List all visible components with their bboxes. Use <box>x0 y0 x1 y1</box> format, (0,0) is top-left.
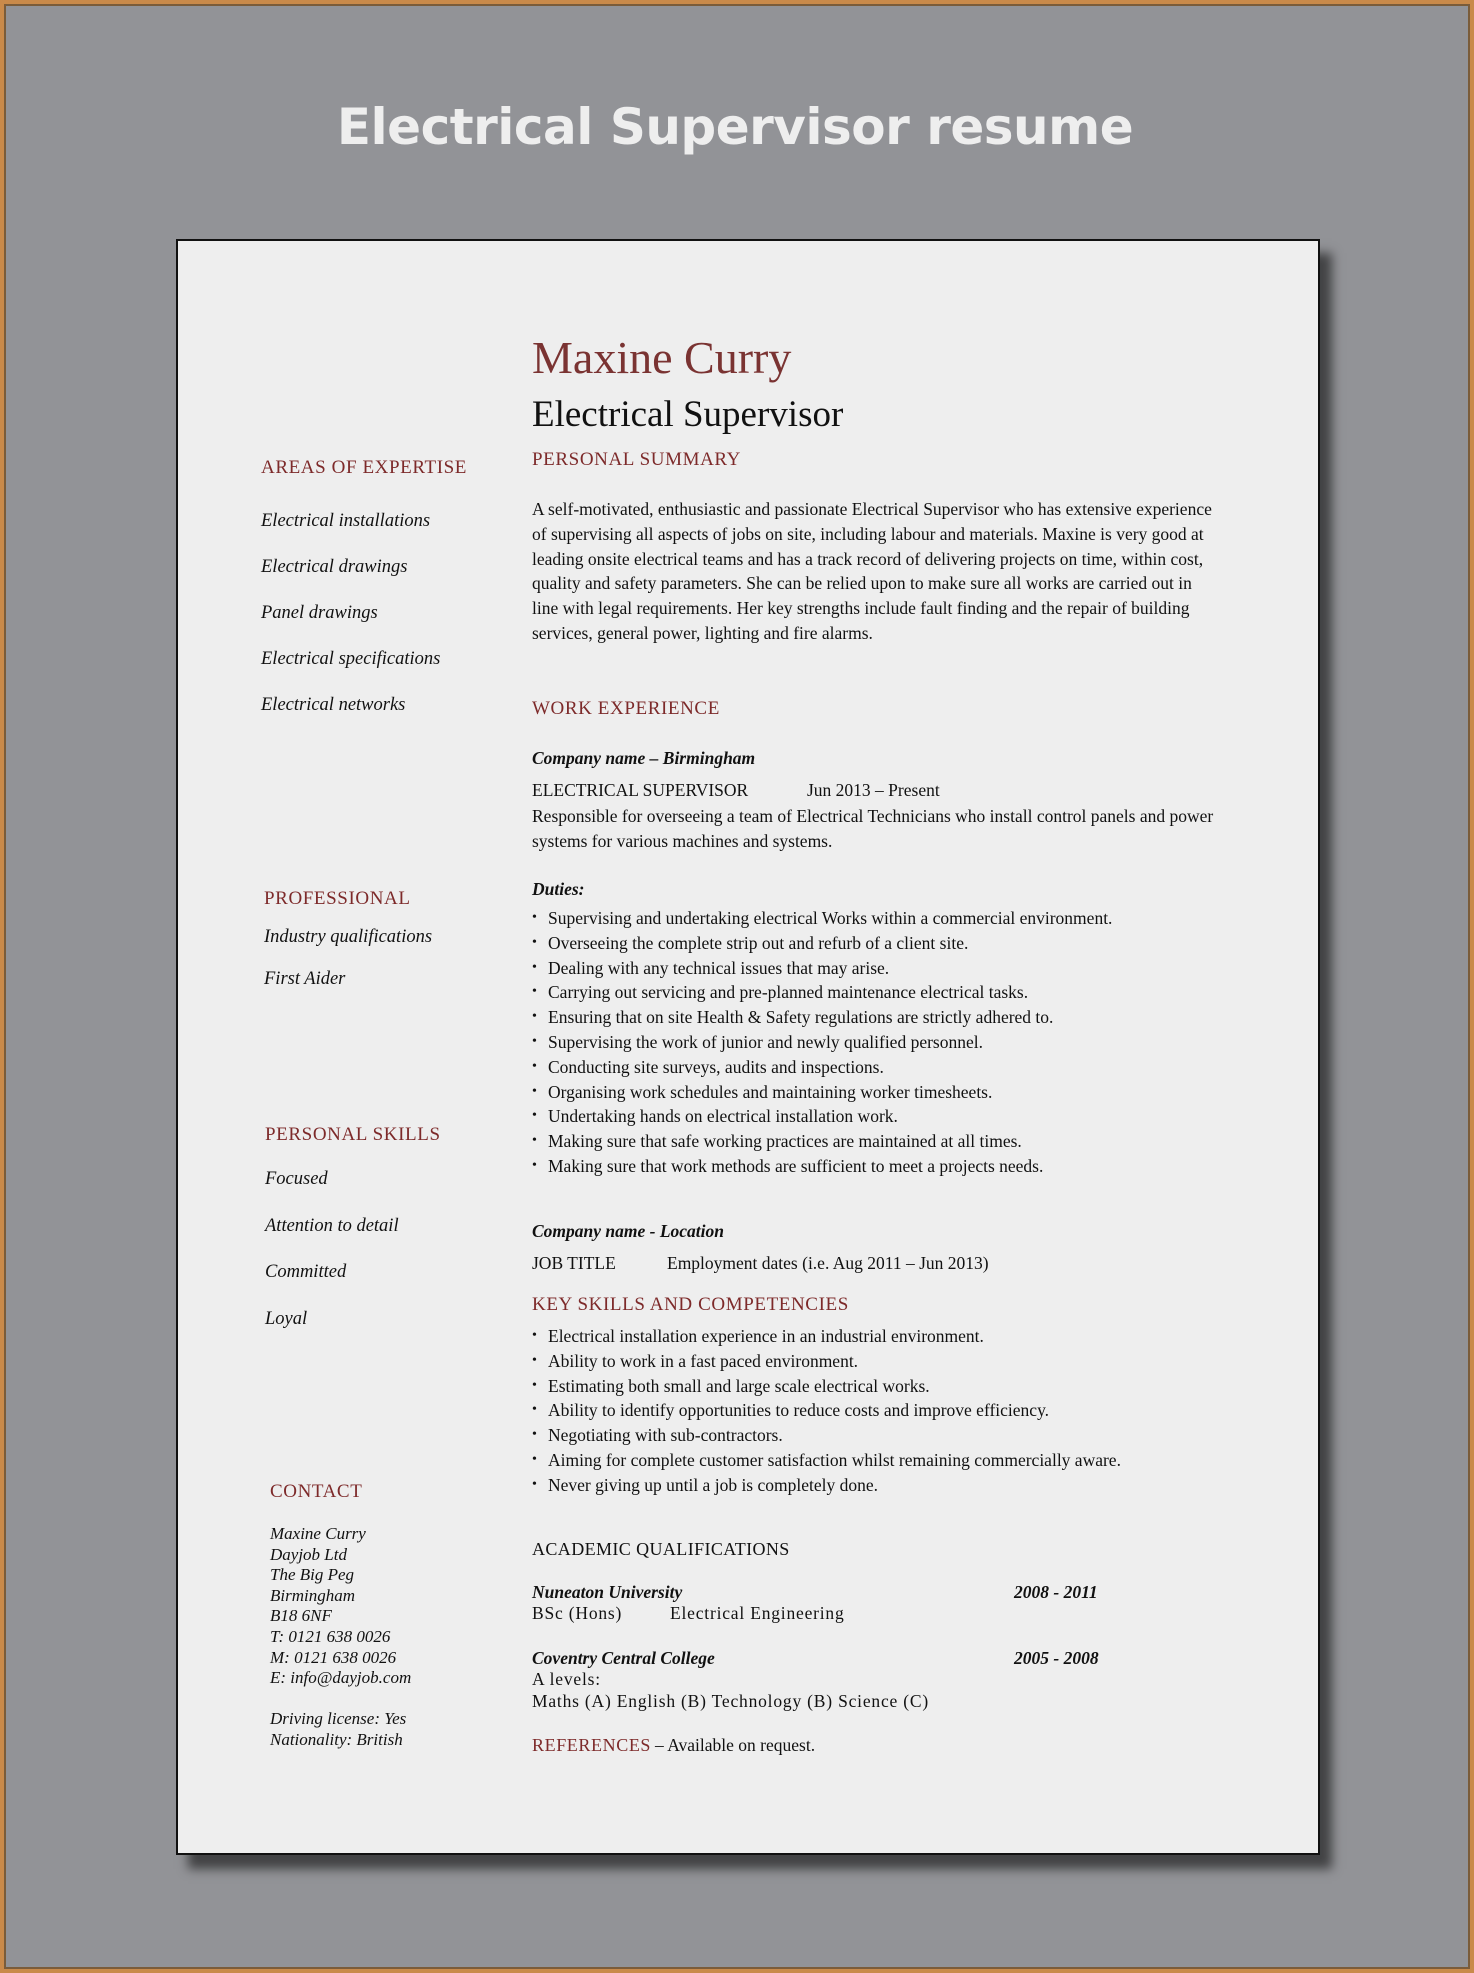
candidate-job-title: Electrical Supervisor <box>532 394 844 435</box>
personal-skills-heading: PERSONAL SKILLS <box>265 1124 441 1145</box>
list-item: • Ability to identify opportunities to reduce costs and improve efficiency. <box>532 1398 1121 1423</box>
resume-page <box>176 239 1320 1855</box>
expertise-item: Electrical specifications <box>261 649 441 669</box>
list-item: • Carrying out servicing and pre-planned maintenance electrical tasks. <box>532 980 1112 1005</box>
contact-telephone: T: 0121 638 0026 <box>270 1626 391 1646</box>
job2-company: Company name - Location <box>532 1221 725 1241</box>
job2-role: JOB TITLE <box>532 1253 616 1273</box>
contact-heading: CONTACT <box>270 1481 363 1502</box>
edu1-degree: BSc (Hons) <box>532 1603 623 1623</box>
list-item: • Organising work schedules and maintaining worker timesheets. <box>532 1080 1112 1105</box>
job1-role: ELECTRICAL SUPERVISOR <box>532 780 749 800</box>
references-heading: REFERENCES <box>532 1735 652 1755</box>
professional-heading: PROFESSIONAL <box>264 888 411 909</box>
key-skills-list <box>532 1324 1121 1498</box>
driving-license: Driving license: Yes <box>270 1709 407 1729</box>
personal-skill-item: Focused <box>265 1169 328 1189</box>
contact-postcode: B18 6NF <box>270 1606 332 1626</box>
personal-skill-item: Committed <box>265 1262 347 1282</box>
job1-description: Responsible for overseeing a team of Electrical Technicians who install control panels and power systems for various machines and systems. <box>532 806 1214 851</box>
duties-label: Duties: <box>532 879 585 899</box>
expertise-heading: AREAS OF EXPERTISE <box>261 457 468 478</box>
list-item: • Overseeing the complete strip out and refurb of a client site. <box>532 931 1112 956</box>
key-skills-heading: KEY SKILLS AND COMPETENCIES <box>532 1294 849 1315</box>
list-item: • Supervising and undertaking electrical Works within a commercial environment. <box>532 906 1112 931</box>
list-item: • Making sure that work methods are sufficient to meet a projects needs. <box>532 1154 1112 1179</box>
references-text: – Available on request. <box>655 1735 816 1755</box>
list-item: • Negotiating with sub-contractors. <box>532 1423 1121 1448</box>
nationality: Nationality: British <box>270 1729 403 1749</box>
list-item: • Undertaking hands on electrical installation work. <box>532 1104 1112 1129</box>
job1-company: Company name – Birmingham <box>532 748 756 768</box>
duties-list <box>532 906 1112 1179</box>
expertise-item: Electrical installations <box>261 511 431 531</box>
background-frame <box>4 4 1470 1969</box>
contact-block <box>270 1524 411 1751</box>
contact-city: Birmingham <box>270 1585 355 1605</box>
list-item: • Ensuring that on site Health & Safety regulations are strictly adhered to. <box>532 1005 1112 1030</box>
edu2-line1: A levels: <box>532 1669 601 1689</box>
contact-company: Dayjob Ltd <box>270 1544 347 1564</box>
contact-mobile: M: 0121 638 0026 <box>270 1647 397 1667</box>
job1-dates: Jun 2013 – Present <box>807 780 940 800</box>
expertise-item: Electrical drawings <box>261 557 408 577</box>
edu2-line2: Maths (A) English (B) Technology (B) Science (C) <box>532 1691 929 1711</box>
work-heading: WORK EXPERIENCE <box>532 698 720 719</box>
candidate-name: Maxine Curry <box>532 332 792 383</box>
list-item: • Estimating both small and large scale electrical works. <box>532 1374 1121 1399</box>
job2-dates: Employment dates (i.e. Aug 2011 – Jun 2013) <box>667 1253 989 1273</box>
list-item: • Ability to work in a fast paced environment. <box>532 1349 1121 1374</box>
banner-title: Electrical Supervisor resume <box>336 98 1134 156</box>
list-item: • Supervising the work of junior and newly qualified personnel. <box>532 1030 1112 1055</box>
edu1-school: Nuneaton University <box>532 1582 683 1602</box>
edu1-field: Electrical Engineering <box>670 1603 845 1623</box>
list-item: • Making sure that safe working practices are maintained at all times. <box>532 1129 1112 1154</box>
academic-heading: ACADEMIC QUALIFICATIONS <box>532 1539 790 1559</box>
summary-text: A self-motivated, enthusiastic and passionate Electrical Supervisor who has extensive experience of supervising all aspects of jobs on site, including labour and materials. Maxine is very good at leading onsite electrical teams and has a track record of delivering projects on time, within cost, quality and safety parameters. She can be relied upon to make sure all works are carried out in line with legal requirements. Her key strengths include fault finding and the repair of building services, general power, lighting and fire alarms. <box>532 499 1212 643</box>
personal-skill-item: Loyal <box>265 1309 308 1329</box>
edu2-school: Coventry Central College <box>532 1648 715 1668</box>
list-item: • Aiming for complete customer satisfaction whilst remaining commercially aware. <box>532 1448 1121 1473</box>
list-item: • Conducting site surveys, audits and inspections. <box>532 1055 1112 1080</box>
professional-item: Industry qualifications <box>264 927 433 947</box>
expertise-item: Electrical networks <box>261 695 406 715</box>
list-item: • Electrical installation experience in an industrial environment. <box>532 1324 1121 1349</box>
contact-address-line: The Big Peg <box>270 1565 355 1585</box>
professional-item: First Aider <box>264 969 346 989</box>
summary-heading: PERSONAL SUMMARY <box>532 449 741 470</box>
references-line <box>532 1735 815 1756</box>
list-item: • Never giving up until a job is completely done. <box>532 1473 1121 1498</box>
expertise-item: Panel drawings <box>261 603 378 623</box>
edu2-years: 2005 - 2008 <box>1014 1648 1099 1668</box>
list-item: • Dealing with any technical issues that may arise. <box>532 956 1112 981</box>
edu1-years: 2008 - 2011 <box>1014 1582 1098 1602</box>
contact-email: E: info@dayjob.com <box>270 1668 412 1688</box>
personal-skill-item: Attention to detail <box>265 1216 399 1236</box>
contact-name: Maxine Curry <box>270 1524 366 1543</box>
